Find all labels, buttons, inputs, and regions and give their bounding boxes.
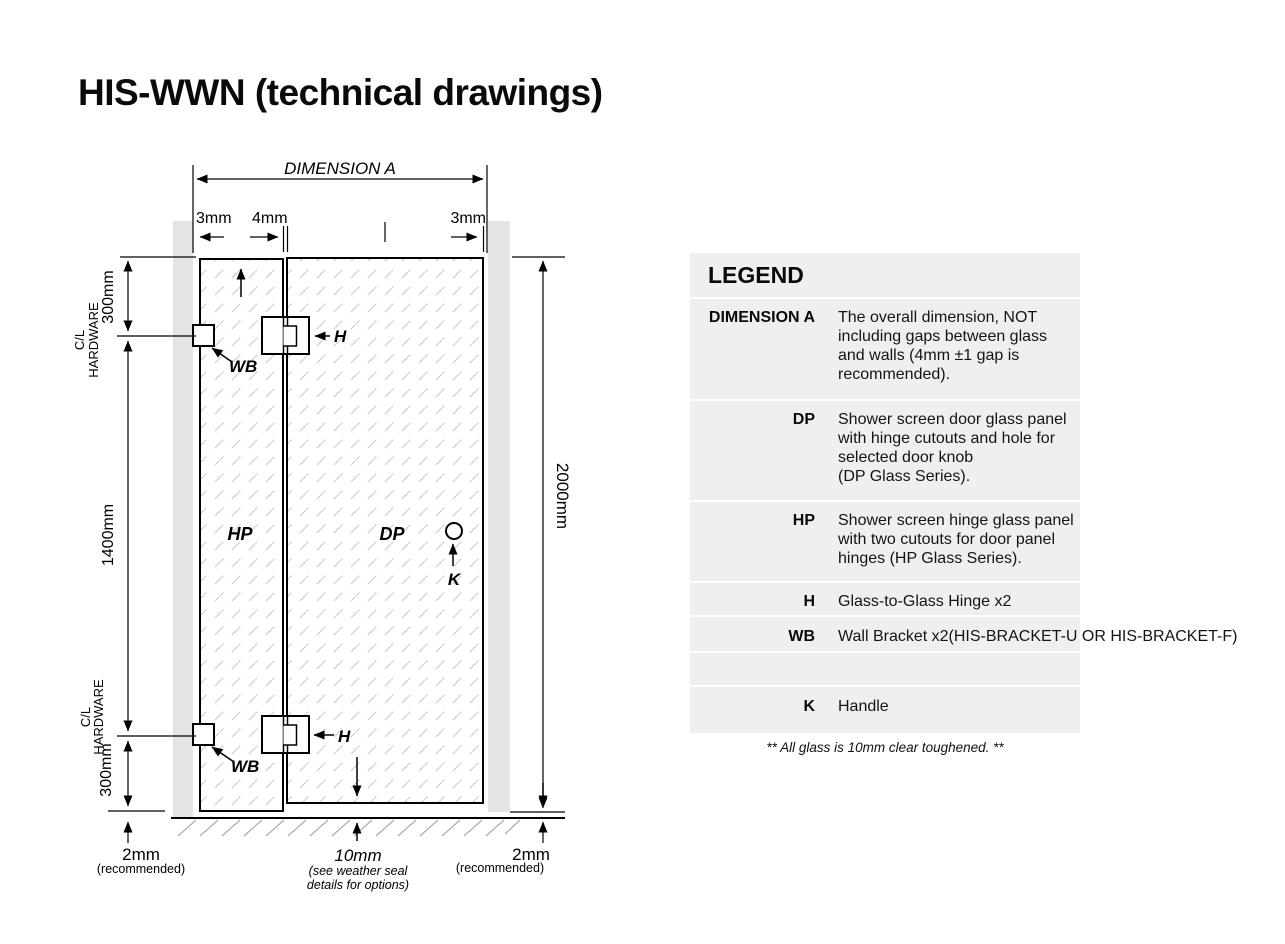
legend-title: LEGEND (708, 262, 804, 288)
right-dim-lines (510, 257, 565, 843)
cl-hardware-top-label-line1: C/L (72, 329, 87, 351)
legend-desc (838, 410, 1067, 500)
floor-gap-left-label: 2mm (122, 845, 160, 864)
wb-label-top: WB (229, 357, 258, 376)
cl-hardware-bottom-label-line1: C/L (78, 706, 93, 728)
dim-2000mm-label: 2000mm (553, 462, 572, 530)
legend-row-dimension-a (690, 297, 1080, 399)
legend-desc-line: Handle (838, 698, 889, 715)
legend-desc-line: selected door knob (838, 449, 974, 466)
legend-desc-line: Shower screen hinge glass panel (838, 512, 1074, 529)
page-title: HIS-WWN (technical drawings) (78, 72, 603, 113)
legend-term: K (803, 698, 815, 715)
legend-desc-line: (DP Glass Series). (838, 468, 971, 485)
dim-1400mm-label: 1400mm (100, 503, 117, 567)
legend-desc (838, 308, 1047, 399)
cl-hardware-top-label-line2: HARDWARE (86, 302, 101, 378)
dim-a-lines (193, 165, 487, 253)
legend-row-dp (690, 399, 1080, 500)
gap-3mm-left-label: 3mm (196, 210, 232, 227)
door-gap-note-line2: details for options) (306, 878, 410, 892)
wb-label-bottom: WB (231, 757, 260, 776)
wall-bracket-bottom (193, 724, 214, 745)
legend-term: H (803, 593, 815, 610)
cl-hardware-bottom-label-line2: HARDWARE (91, 679, 106, 755)
legend-term: WB (788, 628, 815, 645)
k-label: K (447, 570, 461, 589)
legend-desc-line: including gaps between glass (838, 328, 1048, 345)
legend-desc (838, 627, 1237, 651)
legend-desc-line: hinges (HP Glass Series). (838, 550, 1022, 567)
legend-panel (690, 253, 1238, 733)
hp-label: HP (227, 524, 253, 544)
legend-desc-line: and walls (4mm ±1 gap is (838, 347, 1020, 364)
legend-desc-line: with hinge cutouts and hole for (838, 430, 1056, 447)
legend-row-wb (690, 615, 1238, 651)
legend-desc (838, 592, 1011, 615)
legend-desc-line: recommended). (838, 366, 951, 383)
legend-row-k (690, 685, 1080, 733)
legend-row-h (690, 581, 1080, 615)
hinge-bottom (262, 716, 309, 753)
legend-term: DIMENSION A (708, 309, 815, 326)
legend-term (690, 653, 815, 685)
dim-300mm-top-label: 300mm (100, 270, 117, 324)
legend-footnote: ** All glass is 10mm clear toughened. ** (766, 740, 1004, 755)
legend-row-hp (690, 500, 1080, 581)
h-label-top: H (334, 327, 347, 346)
legend-row-spacer (690, 651, 1080, 685)
floor-hatch (178, 820, 520, 836)
wall-right (488, 221, 510, 812)
hinge-top (262, 317, 309, 354)
floor-gap-left-note: (recommended) (96, 862, 186, 876)
door-gap-note-line1: (see weather seal (308, 864, 408, 878)
gap-dim-lines (200, 222, 484, 252)
legend-desc-line: Shower screen door glass panel (838, 411, 1067, 428)
legend-desc-line: Wall Bracket x2(HIS-BRACKET-U OR HIS-BRACKET-F) (838, 628, 1238, 645)
legend-desc-line: The overall dimension, NOT (838, 309, 1038, 326)
legend-term: DP (792, 411, 815, 428)
legend-desc (838, 511, 1074, 581)
handle-knob (446, 523, 462, 539)
door-gap-label: 10mm (334, 846, 382, 865)
legend-desc (838, 697, 889, 733)
dimension-a-label: DIMENSION A (284, 159, 396, 178)
wall-bracket-top (193, 325, 214, 346)
floor-gap-right-label: 2mm (512, 845, 550, 864)
legend-desc-line: with two cutouts for door panel (838, 531, 1056, 548)
legend-desc-line: Glass-to-Glass Hinge x2 (838, 593, 1012, 610)
legend-term: HP (792, 512, 815, 529)
h-label-bottom: H (338, 727, 351, 746)
floor-gap-right-note: (recommended) (455, 861, 545, 875)
dp-label: DP (379, 524, 405, 544)
gap-4mm-label: 4mm (252, 210, 288, 227)
wall-left (173, 221, 193, 818)
dim-300mm-bottom-label: 300mm (98, 743, 115, 797)
gap-3mm-right-label: 3mm (450, 210, 486, 227)
